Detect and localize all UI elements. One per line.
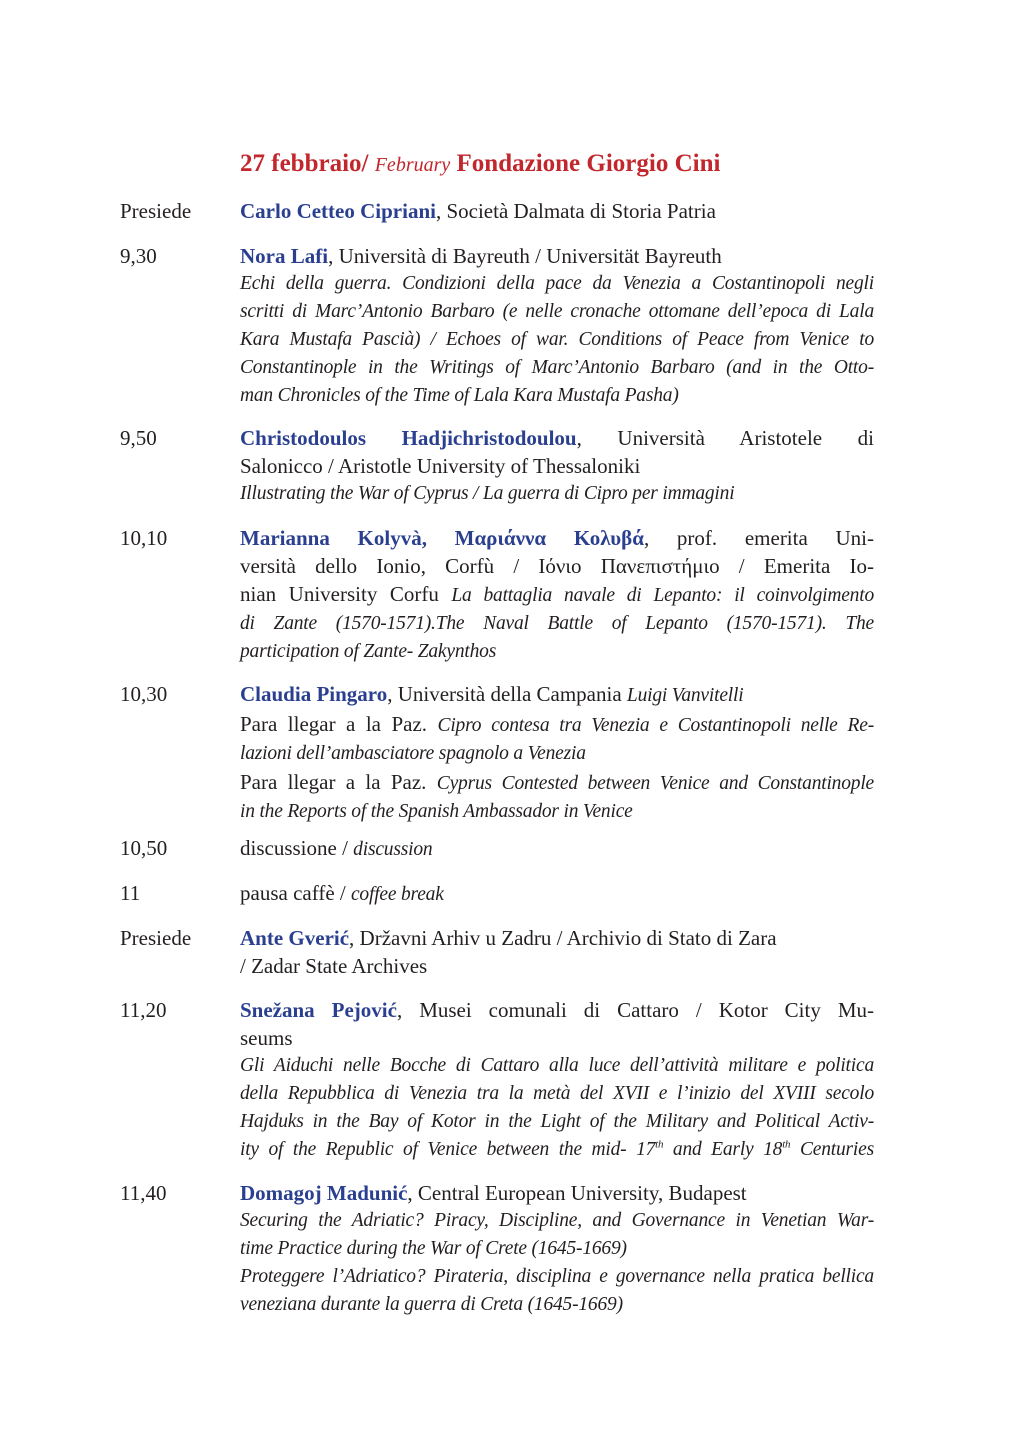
- speaker-name: Christodoulos Hadjichristodoulou: [240, 426, 577, 450]
- speaker-affiliation: , Università Aristotele di: [576, 426, 874, 450]
- entry-body: [240, 680, 874, 826]
- talk-title-line: di Zante (1570-1571).The Naval Battle of Lepanto (1570-1571). The: [240, 613, 874, 634]
- day-heading: [240, 150, 720, 178]
- session-time: 10,50: [120, 836, 168, 860]
- speaker-affiliation-line: Salonicco / Aristotle University of Thessaloniki: [240, 454, 641, 478]
- chair-name: Ante Gverić: [240, 926, 350, 950]
- entry-body: [240, 924, 874, 980]
- heading-month-en: February: [374, 154, 451, 176]
- talk-title-line: Kara Mustafa Pascià) / Echoes of war. Conditions of Peace from Venice to: [240, 329, 874, 350]
- talk-title-prefix: Para llegar a la Paz.: [240, 712, 428, 736]
- entry-body: [240, 879, 874, 909]
- talk-title-part: and Early 18: [663, 1139, 783, 1160]
- talk-title-line: man Chronicles of the Time of Lala Kara Mustafa Pasha): [240, 385, 679, 406]
- speaker-affiliation-line: nian University Corfu: [240, 582, 439, 606]
- speaker-affiliation-italic: Luigi Vanvitelli: [626, 685, 744, 706]
- speaker-affiliation: , Musei comunali di Cattaro / Kotor City Mu-: [396, 998, 874, 1022]
- chair-affiliation-line: / Zadar State Archives: [240, 954, 428, 978]
- session-time: 11,40: [120, 1181, 167, 1205]
- talk-title-line: Gli Aiduchi nelle Bocche di Cattaro alla luce dell’attività militare e politica: [240, 1055, 874, 1076]
- talk-title-part: ity of the Republic of Venice between the mid- 17: [240, 1139, 656, 1160]
- talk-title-line: Illustrating the War of Cyprus / La guerra di Cipro per immagini: [240, 483, 735, 504]
- chair-label: Presiede: [120, 926, 192, 950]
- entry-body: [240, 242, 874, 410]
- talk-title-line: time Practice during the War of Crete (1645-1669): [240, 1238, 627, 1259]
- speaker-affiliation: , Università della Campania: [387, 682, 622, 706]
- speaker-name: Domagoj Madunić: [240, 1181, 408, 1205]
- speaker-affiliation: , Central European University, Budapest: [407, 1181, 747, 1205]
- entry-body: [240, 996, 874, 1164]
- discussion-text: discussione /: [240, 836, 354, 860]
- talk-title-part: Centuries: [790, 1139, 874, 1160]
- talk-title-line: scritti di Marc’Antonio Barbaro (e nelle cronache ottomane dell’epoca di Lala: [240, 301, 874, 322]
- session-time: 10,10: [120, 526, 168, 550]
- speaker-affiliation-line: versità dello Ionio, Corfù / Ιόνιο Πανεπιστήμιο / Emerita Io-: [240, 554, 874, 578]
- heading-venue: Fondazione Giorgio Cini: [456, 150, 721, 177]
- entry-body: [240, 424, 874, 508]
- chair-affiliation: , Državni Arhiv u Zadru / Archivio di Stato di Zara: [349, 926, 777, 950]
- session-time: 11: [120, 881, 141, 905]
- session-time: 9,30: [120, 244, 157, 268]
- talk-title-line: participation of Zante- Zakynthos: [240, 641, 497, 662]
- talk-title-line: veneziana durante la guerra di Creta (1645-1669): [240, 1294, 623, 1315]
- chair-affiliation: , Società Dalmata di Storia Patria: [435, 199, 716, 223]
- chair-label: Presiede: [120, 199, 192, 223]
- speaker-name: Marianna Kolyvà, Μαριάννα Κολυβά: [240, 526, 644, 550]
- heading-date: 27 febbraio/: [240, 150, 369, 177]
- talk-title-line: Securing the Adriatic? Piracy, Discipline, and Governance in Venetian War-: [240, 1210, 874, 1231]
- talk-title-line: Proteggere l’Adriatico? Pirateria, disciplina e governance nella pratica bellica: [240, 1266, 874, 1287]
- speaker-name: Nora Lafi: [240, 244, 329, 268]
- talk-title-line: della Repubblica di Venezia tra la metà del XVII e l’inizio del XVIII secolo: [240, 1083, 874, 1104]
- speaker-name: Claudia Pingaro: [240, 682, 388, 706]
- entry-body: [240, 834, 874, 864]
- talk-title-line: Constantinople in the Writings of Marc’Antonio Barbaro (and in the Otto-: [240, 357, 874, 378]
- speaker-affiliation-line: seums: [240, 1026, 293, 1050]
- session-time: 10,30: [120, 682, 168, 706]
- chair-name: Carlo Cetteo Cipriani: [240, 199, 436, 223]
- talk-title-line: lazioni dell’ambasciatore spagnolo a Venezia: [240, 743, 586, 764]
- speaker-affiliation: , prof. emerita Uni-: [643, 526, 874, 550]
- talk-title-line: La battaglia navale di Lepanto: il coinvolgimento: [451, 585, 874, 606]
- talk-title-line: in the Reports of the Spanish Ambassador in Venice: [240, 801, 633, 822]
- session-time: 11,20: [120, 998, 167, 1022]
- speaker-name: Snežana Pejović: [240, 998, 397, 1022]
- talk-title-line: Echi della guerra. Condizioni della pace da Venezia a Costantinopoli negli: [240, 273, 874, 294]
- talk-title-line: Hajduks in the Bay of Kotor in the Light of the Military and Political Activ-: [240, 1111, 874, 1132]
- ordinal-suffix: th: [782, 1138, 791, 1151]
- entry-body: [240, 1179, 874, 1319]
- talk-title-line: Cipro contesa tra Venezia e Costantinopoli nelle Re-: [437, 715, 874, 736]
- speaker-affiliation: , Università di Bayreuth / Universität Bayreuth: [328, 244, 722, 268]
- talk-title-line: Cyprus Contested between Venice and Constantinople: [436, 773, 874, 794]
- break-text-en: coffee break: [350, 884, 444, 905]
- entry-body: [240, 197, 874, 225]
- session-time: 9,50: [120, 426, 157, 450]
- talk-title-prefix: Para llegar a la Paz.: [240, 770, 427, 794]
- ordinal-suffix: th: [655, 1138, 664, 1151]
- discussion-text-en: discussion: [353, 839, 433, 860]
- entry-body: [240, 524, 874, 666]
- talk-title-line: [240, 1136, 874, 1164]
- break-text: pausa caffè /: [240, 881, 351, 905]
